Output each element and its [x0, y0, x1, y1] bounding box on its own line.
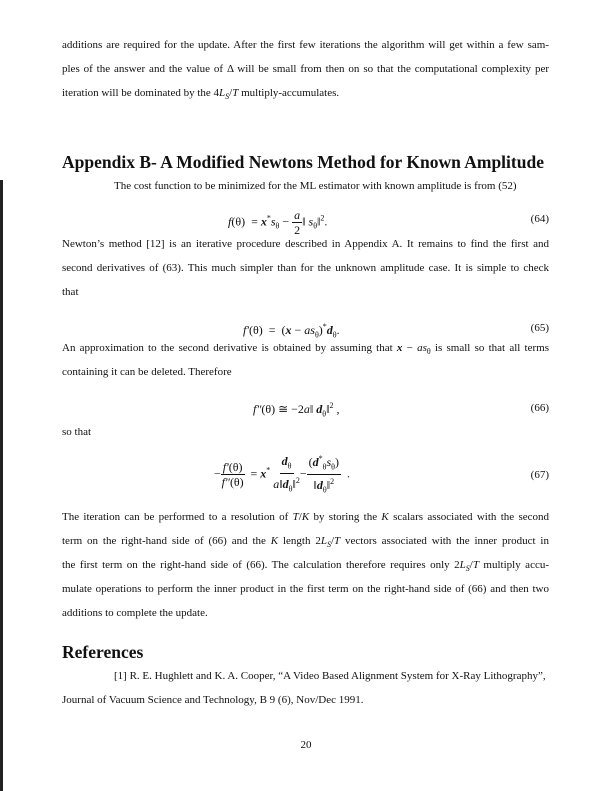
text-line: ples of the answer and the value of Δ will be small from then on so that the computational complexity per	[62, 63, 549, 75]
text-line: An approximation to the second derivative is obtained by assuming that $x - as_\theta$ is small so that all terms	[62, 342, 549, 357]
text-line: additions to complete the update.	[62, 607, 208, 619]
equation-number: (67)	[530, 469, 549, 481]
equation-number: (65)	[530, 322, 549, 334]
equation-65: $f'(\theta) = (x - as_\theta)^*d_\theta$.	[243, 322, 340, 340]
reference-line: Journal of Vacuum Science and Technology, B 9 (6), Nov/Dec 1991.	[62, 694, 364, 706]
text-line: iteration will be dominated by the $4L_S/T$ multiply-accumulates.	[62, 87, 340, 102]
section-heading: Appendix B- A Modified Newtons Method for Known Amplitude	[62, 152, 544, 172]
text-line: mulate operations to perform the inner product in the first term on the right-hand side of (66) and then two	[62, 583, 549, 595]
text-line: The iteration can be performed to a resolution of T/K by storing the K scalars associated with the second	[62, 511, 550, 523]
equation-67: − $\frac{f'(\theta)}{f''(\theta)}$ = x* $\frac{d_\theta}{a‖d_\theta‖^2}$ − $\frac{(d^*_\theta s_\theta)}{‖d_\theta‖^2}$ .	[214, 453, 351, 495]
text-line: so that	[62, 426, 92, 438]
reference-line: [1] R. E. Hughlett and K. A. Cooper, “A Video Based Alignment System for X-Ray Lithography”,	[114, 670, 546, 682]
text-line: additions are required for the update. After the first few iterations the algorithm will get within a few sam-	[62, 39, 549, 51]
text-line: containing it can be deleted. Therefore	[62, 366, 232, 378]
equation-64: $f(\theta) = x^*s_\theta$ − $\frac{a}{2}$ ‖ $s_\theta‖^2$.	[228, 208, 328, 237]
text-line: term on the right-hand side of (66) and the K length $2L_S/T$ vectors associated with the inner product in	[62, 535, 549, 550]
text-line: that	[62, 286, 79, 298]
text-line: second derivatives of (63). This much simpler than for the unknown amplitude case. It is simple to check	[62, 262, 549, 274]
references-heading: References	[62, 642, 144, 662]
text-line: The cost function to be minimized for the ML estimator with known amplitude is from (52)	[114, 180, 517, 192]
text-line: Newton’s method [12] is an iterative procedure described in Appendix A. It remains to find the first and	[62, 238, 549, 250]
scan-edge	[0, 180, 3, 791]
equation-number: (64)	[530, 213, 549, 225]
equation-number: (66)	[530, 402, 549, 414]
text-line: the first term on the right-hand side of (66). The calculation therefore requires only $2L_S/T$ multiply accu-	[62, 559, 549, 574]
page-number: 20	[300, 739, 312, 751]
equation-66: f″(θ) ≅ −2a‖ $d_\theta‖^2$ ,	[253, 401, 340, 419]
